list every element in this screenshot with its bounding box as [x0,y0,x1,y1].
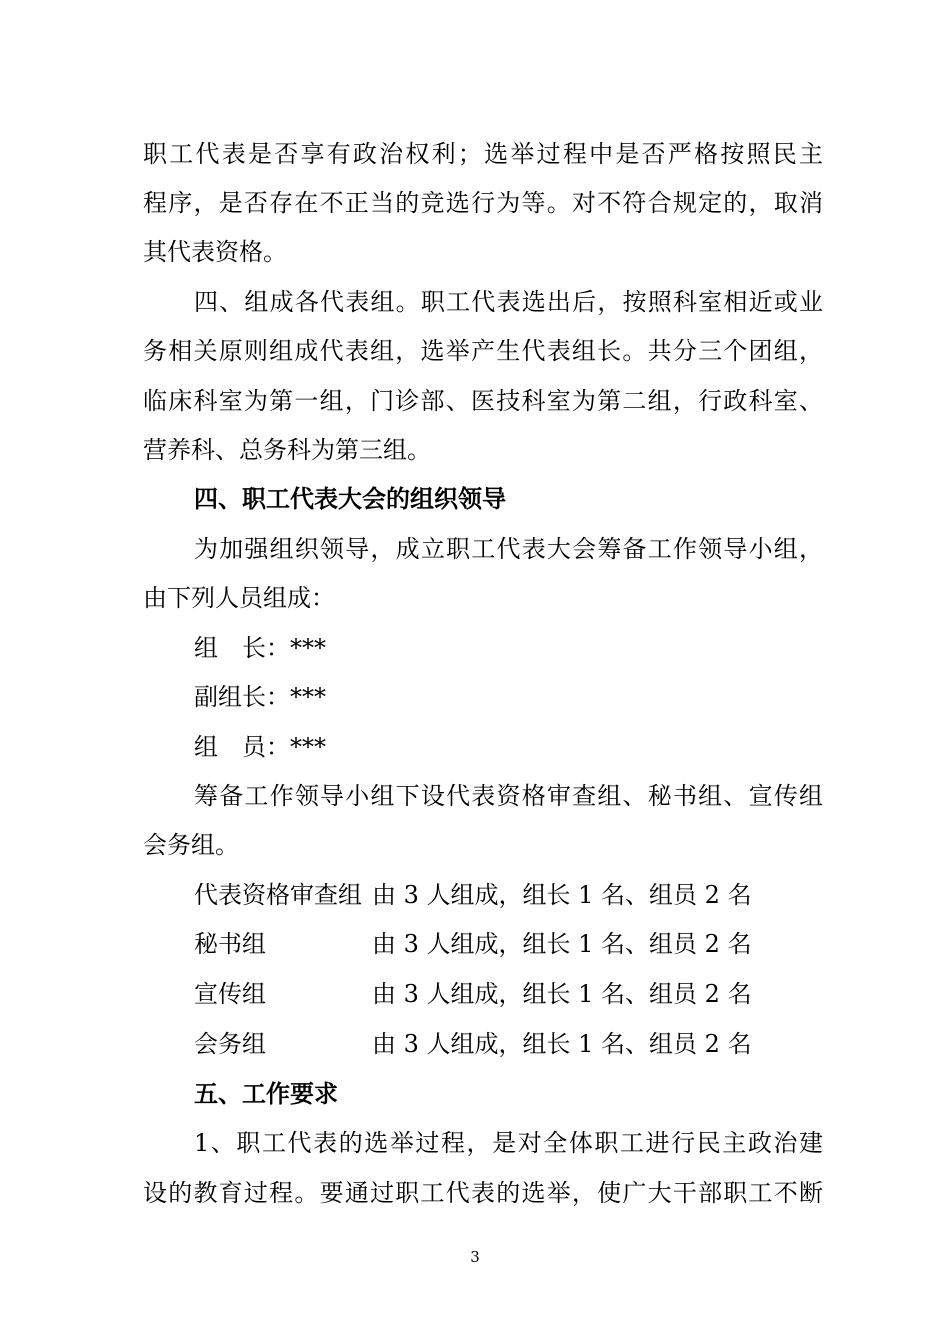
member-line: 组 长：*** [194,634,326,662]
subgroup-name: 秘书组 [194,930,266,958]
body-text-line: 为加强组织领导，成立职工代表大会筹备工作领导小组， [194,535,823,563]
subgroup-desc: 由 3 人组成，组长 1 名、组员 2 名 [372,881,752,909]
subgroup-desc: 由 3 人组成，组长 1 名、组员 2 名 [372,980,752,1008]
page-number: 3 [470,1248,480,1266]
section-heading: 五、工作要求 [194,1079,338,1108]
section-heading: 四、职工代表大会的组织领导 [194,484,506,513]
body-text-line: 筹备工作领导小组下设代表资格审查组、秘书组、宣传组 [194,782,823,810]
member-line: 副组长：*** [194,683,326,711]
member-line: 组 员：*** [194,733,326,761]
body-text-line: 其代表资格。 [143,238,287,266]
body-text-line: 临床科室为第一组，门诊部、医技科室为第二组，行政科室、 [143,387,823,415]
body-text-line: 营养科、总务科为第三组。 [143,436,431,464]
subgroup-name: 宣传组 [194,980,266,1008]
subgroup-name: 代表资格审查组 [194,881,362,909]
body-text-line: 会务组。 [143,831,239,859]
body-text-line: 职工代表是否享有政治权利；选举过程中是否严格按照民主 [143,140,823,168]
subgroup-desc: 由 3 人组成，组长 1 名、组员 2 名 [372,930,752,958]
subgroup-name: 会务组 [194,1030,266,1058]
body-text-line: 1、职工代表的选举过程，是对全体职工进行民主政治建 [194,1129,823,1157]
body-text-line: 四、组成各代表组。职工代表选出后，按照科室相近或业 [194,288,823,316]
body-text-line: 程序，是否存在不正当的竞选行为等。对不符合规定的，取消 [143,189,823,217]
body-text-line: 务相关原则组成代表组，选举产生代表组长。共分三个团组， [143,337,823,365]
body-text-line: 由下列人员组成： [143,584,335,612]
subgroup-desc: 由 3 人组成，组长 1 名、组员 2 名 [372,1030,752,1058]
body-text-line: 设的教育过程。要通过职工代表的选举，使广大干部职工不断 [143,1179,823,1207]
